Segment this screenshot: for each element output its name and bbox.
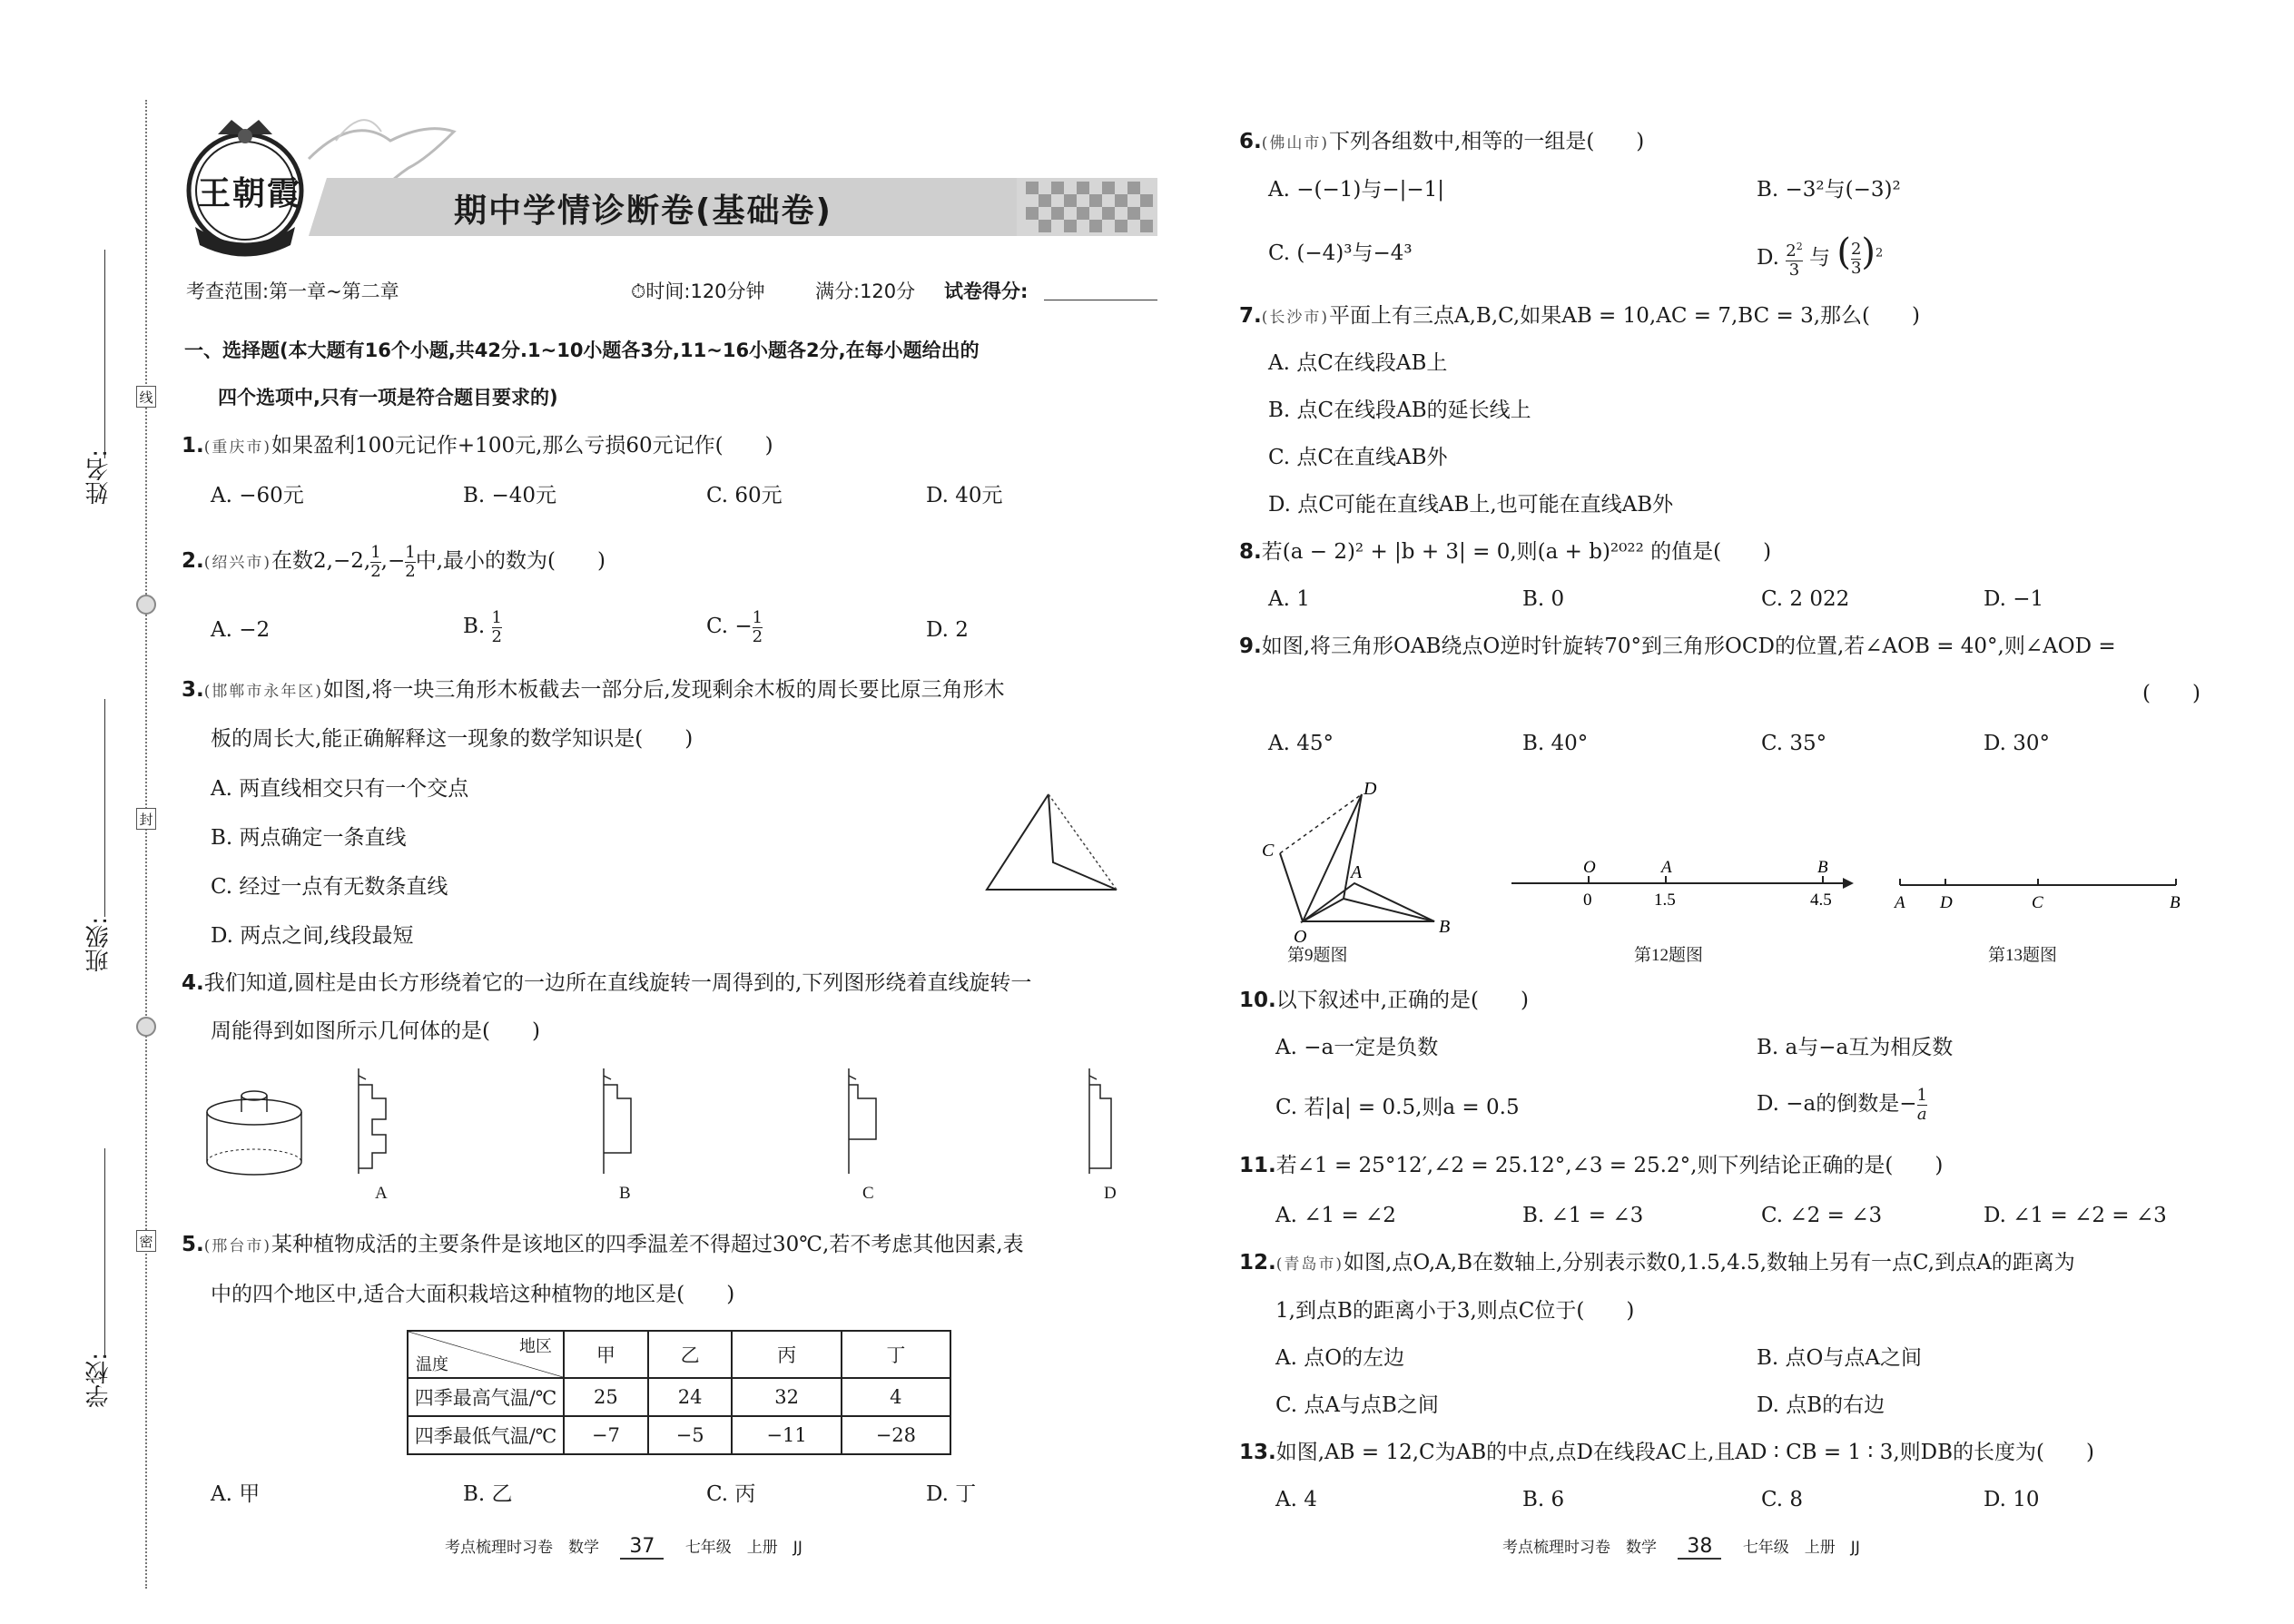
question-5 bbox=[182, 1232, 1024, 1259]
binding-ring-icon bbox=[136, 595, 156, 615]
q11-option-a[interactable]: A. ∠1 = ∠2 bbox=[1275, 1204, 1396, 1227]
class-line bbox=[104, 699, 105, 917]
fraction bbox=[370, 544, 380, 581]
q6-option-a[interactable]: A. −(−1)与−|−1| bbox=[1268, 178, 1445, 202]
section-heading bbox=[184, 338, 980, 363]
table-cell: 25 bbox=[564, 1378, 648, 1416]
question-number: 2. bbox=[182, 549, 204, 573]
name-label: 姓名: bbox=[85, 449, 113, 505]
question-number: 6. bbox=[1239, 130, 1262, 153]
fig12-tick-2: 4.5 bbox=[1810, 891, 1832, 910]
question-4 bbox=[182, 970, 1031, 996]
fig9-caption: 第9题图 bbox=[1287, 946, 1348, 965]
numerator: $2^2$ bbox=[1786, 238, 1802, 261]
school-line bbox=[104, 1148, 105, 1357]
question-number: 9. bbox=[1239, 635, 1262, 658]
q5-option-c[interactable]: C. 丙 bbox=[706, 1482, 756, 1506]
denominator: 3 bbox=[1850, 258, 1862, 278]
fraction bbox=[492, 609, 502, 646]
fraction bbox=[1786, 238, 1802, 280]
school-label: 学校: bbox=[85, 1353, 113, 1408]
table-cell: −5 bbox=[648, 1416, 733, 1454]
q3-option-a[interactable]: A. 两直线相交只有一个交点 bbox=[211, 777, 469, 801]
numerator: 2 bbox=[1850, 239, 1862, 259]
question-7 bbox=[1239, 303, 1920, 330]
q6-option-c[interactable]: C. (−4)³与−4³ bbox=[1268, 241, 1413, 265]
q3-option-c[interactable]: C. 经过一点有无数条直线 bbox=[211, 875, 448, 899]
q4-shape-b[interactable] bbox=[595, 1067, 649, 1176]
table-cell: −28 bbox=[842, 1416, 950, 1454]
question-1 bbox=[182, 433, 773, 460]
q12-option-d[interactable]: D. 点B的右边 bbox=[1757, 1393, 1885, 1417]
page-title: 期中学情诊断卷(基础卷) bbox=[454, 192, 832, 230]
score-label: 试卷得分: bbox=[944, 281, 1029, 302]
question-number: 5. bbox=[182, 1233, 204, 1256]
q7-option-b[interactable]: B. 点C在线段AB的延长线上 bbox=[1268, 399, 1531, 422]
denominator: a bbox=[1916, 1104, 1927, 1124]
denominator: 2 bbox=[370, 561, 381, 581]
table-header-row bbox=[408, 1331, 950, 1378]
question-11 bbox=[1239, 1153, 1943, 1178]
page-number: 38 bbox=[1678, 1535, 1721, 1560]
q8-option-a[interactable]: A. 1 bbox=[1268, 587, 1310, 611]
seal-char-line: 线 bbox=[136, 386, 156, 408]
q13-option-d[interactable]: D. 10 bbox=[1984, 1488, 2040, 1511]
q11-option-c[interactable]: C. ∠2 = ∠3 bbox=[1761, 1204, 1883, 1227]
question-text: 如图,AB = 12,C为AB的中点,点D在线段AC上,且AD ∶ CB = 1 ∶ 3,则DB的长度为( ) bbox=[1275, 1441, 2094, 1464]
exponent: 2 bbox=[1876, 246, 1884, 261]
fig9-label-c: C bbox=[1262, 841, 1275, 861]
fraction bbox=[1851, 241, 1861, 278]
column-header: 丙 bbox=[732, 1331, 841, 1378]
q8-option-d[interactable]: D. −1 bbox=[1984, 587, 2044, 611]
fig12-label-a: A bbox=[1661, 858, 1672, 877]
column-header: 甲 bbox=[564, 1331, 648, 1378]
fraction bbox=[1917, 1087, 1927, 1124]
question-13 bbox=[1239, 1440, 2094, 1465]
q3-triangle-figure bbox=[985, 790, 1121, 894]
question-9-paren: ( ) bbox=[2142, 682, 2200, 705]
question-text: 若∠1 = 25°12′,∠2 = 25.12°,∠3 = 25.2°,则下列结论正确的是( ) bbox=[1275, 1154, 1944, 1177]
fraction bbox=[753, 609, 763, 646]
fig9-rotation-diagram bbox=[1253, 776, 1471, 949]
q9-option-b[interactable]: B. 40° bbox=[1522, 732, 1589, 755]
q13-option-c[interactable]: C. 8 bbox=[1761, 1488, 1804, 1511]
question-text: 若(a − 2)² + |b + 3| = 0,则(a + b)²⁰²² 的值是( ) bbox=[1261, 540, 1772, 564]
question-12 bbox=[1239, 1250, 2075, 1277]
paren: ( bbox=[1836, 231, 1851, 273]
section-heading-line1: 一、选择题(本大题有16个小题,共42分.1~10小题各3分,11~16小题各2分,在每小题给出的 bbox=[184, 340, 980, 361]
numerator: 1 bbox=[405, 542, 416, 562]
denominator: 3 bbox=[1788, 261, 1800, 280]
q2-option-c[interactable] bbox=[706, 606, 763, 646]
q7-option-a[interactable]: A. 点C在线段AB上 bbox=[1268, 351, 1448, 375]
table-cell: 32 bbox=[732, 1378, 841, 1416]
q9-option-a[interactable]: A. 45° bbox=[1268, 732, 1334, 755]
q10-option-c[interactable]: C. 若|a| = 0.5,则a = 0.5 bbox=[1275, 1096, 1520, 1119]
q13-option-a[interactable]: A. 4 bbox=[1275, 1488, 1317, 1511]
option-label: B. bbox=[463, 615, 486, 638]
table-row bbox=[408, 1416, 950, 1454]
corner-cell bbox=[408, 1331, 564, 1378]
q7-option-d[interactable]: D. 点C可能在直线AB上,也可能在直线AB外 bbox=[1268, 493, 1674, 517]
question-number: 12. bbox=[1239, 1251, 1276, 1275]
fig13-segment bbox=[1893, 867, 2183, 917]
q4-label-b: B bbox=[619, 1184, 631, 1203]
question-12-line2: 1,到点B的距离小于3,则点C位于( ) bbox=[1275, 1299, 1635, 1323]
table-cell: 4 bbox=[842, 1378, 950, 1416]
q10-option-d[interactable] bbox=[1757, 1082, 1927, 1126]
question-text: 如果盈利100元记作+100元,那么亏损60元记作( ) bbox=[271, 434, 773, 458]
exam-scope: 考查范围:第一章~第二章 bbox=[186, 281, 399, 302]
page-number: 37 bbox=[620, 1535, 664, 1560]
denominator: 2 bbox=[752, 626, 763, 646]
q5-option-b[interactable]: B. 乙 bbox=[463, 1482, 513, 1506]
q9-option-d[interactable]: D. 30° bbox=[1984, 732, 2051, 755]
question-10 bbox=[1239, 988, 1529, 1013]
fig13-label-c: C bbox=[2032, 893, 2043, 912]
table-cell: −11 bbox=[732, 1416, 841, 1454]
logo-text: 王朝霞 bbox=[198, 174, 302, 212]
fig12-label-o: O bbox=[1583, 858, 1596, 877]
q12-option-b[interactable]: B. 点O与点A之间 bbox=[1757, 1346, 1922, 1370]
q12-option-a[interactable]: A. 点O的左边 bbox=[1275, 1346, 1405, 1370]
fig9-label-b: B bbox=[1439, 917, 1451, 937]
question-source: (邢台市) bbox=[203, 1237, 272, 1255]
footer-left bbox=[445, 1534, 802, 1560]
question-number: 13. bbox=[1239, 1441, 1276, 1464]
corner-bottom-label: 温度 bbox=[416, 1355, 448, 1374]
question-number: 11. bbox=[1239, 1154, 1276, 1177]
seal-char-seal: 封 bbox=[136, 808, 156, 830]
question-source: (邯郸市永年区) bbox=[203, 683, 324, 701]
question-text-a: 在数2,−2, bbox=[271, 549, 371, 573]
question-text-b: ,− bbox=[380, 549, 406, 573]
table-cell: 24 bbox=[648, 1378, 733, 1416]
question-4-line2: 周能得到如图所示几何体的是( ) bbox=[211, 1019, 540, 1043]
q9-option-c[interactable]: C. 35° bbox=[1761, 732, 1827, 755]
question-source: (青岛市) bbox=[1275, 1255, 1344, 1274]
q7-option-c[interactable]: C. 点C在直线AB外 bbox=[1268, 446, 1448, 469]
class-label: 班级: bbox=[85, 917, 113, 972]
q1-option-d[interactable]: D. 40元 bbox=[926, 484, 1003, 507]
table-row bbox=[408, 1378, 950, 1416]
q10-option-b[interactable]: B. a与−a互为相反数 bbox=[1757, 1036, 1954, 1059]
q1-option-c[interactable]: C. 60元 bbox=[706, 484, 783, 507]
footer-grade: 七年级 上册 JJ bbox=[1742, 1539, 1860, 1557]
question-number: 4. bbox=[182, 971, 204, 995]
q5-option-d[interactable]: D. 丁 bbox=[926, 1482, 977, 1506]
question-text: 如图,将一块三角形木板截去一部分后,发现剩余木板的周长要比原三角形木 bbox=[323, 678, 1005, 702]
question-text-c: 中,最小的数为( ) bbox=[415, 549, 605, 573]
question-source: (绍兴市) bbox=[203, 554, 272, 572]
q3-option-d[interactable]: D. 两点之间,线段最短 bbox=[211, 924, 414, 948]
question-number: 7. bbox=[1239, 304, 1262, 328]
q1-option-b[interactable]: B. −40元 bbox=[463, 484, 557, 507]
binding-ring-icon bbox=[136, 1017, 156, 1037]
question-2 bbox=[182, 543, 605, 581]
denominator: 2 bbox=[405, 561, 416, 581]
question-number: 8. bbox=[1239, 540, 1262, 564]
question-text: 如图,将三角形OAB绕点O逆时针旋转70°到三角形OCD的位置,若∠AOB = 40°,则∠AOD = bbox=[1261, 635, 2116, 658]
q2-option-b[interactable] bbox=[463, 606, 502, 646]
question-source: (佛山市) bbox=[1261, 134, 1330, 153]
fig9-label-d: D bbox=[1364, 779, 1377, 799]
option-label: D. bbox=[1757, 246, 1779, 270]
exam-time: ⏱时间:120分钟 bbox=[631, 281, 765, 302]
question-text: 如图,点O,A,B在数轴上,分别表示数0,1.5,4.5,数轴上另有一点C,到点A的距离为 bbox=[1344, 1251, 2075, 1275]
q8-option-b[interactable]: B. 0 bbox=[1522, 587, 1565, 611]
binding-line bbox=[145, 100, 147, 1589]
numerator: 1 bbox=[370, 542, 381, 562]
question-source: (重庆市) bbox=[203, 438, 272, 457]
q4-label-c: C bbox=[862, 1184, 874, 1203]
fig13-label-b: B bbox=[2170, 893, 2181, 912]
fig12-tick-0: 0 bbox=[1583, 891, 1592, 910]
section-heading-line2: 四个选项中,只有一项是符合题目要求的) bbox=[218, 387, 558, 408]
question-9 bbox=[1239, 634, 2116, 659]
question-text: 以下叙述中,正确的是( ) bbox=[1275, 989, 1530, 1012]
q4-shape-d[interactable] bbox=[1080, 1067, 1135, 1176]
numerator: 1 bbox=[491, 607, 502, 627]
q4-label-a: A bbox=[375, 1184, 388, 1203]
denominator: 2 bbox=[491, 626, 502, 646]
question-number: 1. bbox=[182, 434, 204, 458]
fig12-label-b: B bbox=[1817, 858, 1828, 877]
fraction bbox=[405, 544, 415, 581]
question-5-line2: 中的四个地区中,适合大面积栽培这种植物的地区是( ) bbox=[211, 1283, 735, 1306]
question-number: 10. bbox=[1239, 989, 1276, 1012]
option-label: C. − bbox=[706, 615, 753, 638]
q2-option-a[interactable]: A. −2 bbox=[211, 618, 271, 642]
full-score: 满分:120分 bbox=[815, 281, 916, 302]
q13-option-b[interactable]: B. 6 bbox=[1522, 1488, 1565, 1511]
name-line bbox=[104, 250, 105, 458]
section-heading-2 bbox=[218, 385, 558, 410]
question-text: 某种植物成活的主要条件是该地区的四季温差不得超过30℃,若不考虑其他因素,表 bbox=[271, 1233, 1024, 1256]
q3-option-b[interactable]: B. 两点确定一条直线 bbox=[211, 826, 407, 850]
column-header: 乙 bbox=[648, 1331, 733, 1378]
corner-top-label: 地区 bbox=[519, 1337, 552, 1356]
paren: ) bbox=[1861, 231, 1876, 273]
question-source: (长沙市) bbox=[1261, 309, 1330, 327]
question-3 bbox=[182, 677, 1005, 704]
q4-cylinder-figure bbox=[200, 1085, 309, 1180]
q12-option-c[interactable]: C. 点A与点B之间 bbox=[1275, 1393, 1439, 1417]
footer-series: 考点梳理时习卷 数学 bbox=[1502, 1539, 1657, 1557]
fig9-label-o: O bbox=[1294, 927, 1307, 947]
row-label: 四季最高气温/℃ bbox=[408, 1378, 564, 1416]
q6-option-d[interactable] bbox=[1757, 225, 1883, 285]
q4-shape-c[interactable] bbox=[840, 1067, 894, 1176]
question-3-line2: 板的周长大,能正确解释这一现象的数学知识是( ) bbox=[211, 727, 694, 751]
numerator: 1 bbox=[1916, 1085, 1927, 1105]
fig12-tick-1: 1.5 bbox=[1654, 891, 1676, 910]
fig13-caption: 第13题图 bbox=[1988, 946, 2058, 965]
question-number: 3. bbox=[182, 678, 204, 702]
option-text: 与 bbox=[1809, 246, 1831, 270]
question-text: 我们知道,圆柱是由长方形绕着它的一边所在直线旋转一周得到的,下列图形绕着直线旋转一 bbox=[203, 971, 1032, 995]
table-cell: −7 bbox=[564, 1416, 648, 1454]
numerator: 1 bbox=[752, 607, 763, 627]
footer-series: 考点梳理时习卷 数学 bbox=[445, 1539, 599, 1557]
question-6 bbox=[1239, 129, 1644, 156]
temperature-table bbox=[407, 1330, 951, 1455]
q1-option-a[interactable]: A. −60元 bbox=[211, 484, 304, 507]
q6-option-b[interactable]: B. −3²与(−3)² bbox=[1757, 178, 1901, 202]
footer-grade: 七年级 上册 JJ bbox=[684, 1539, 802, 1557]
footer-right bbox=[1502, 1534, 1860, 1560]
row-label: 四季最低气温/℃ bbox=[408, 1416, 564, 1454]
question-8 bbox=[1239, 539, 1771, 565]
fig13-label-d: D bbox=[1940, 893, 1953, 912]
q11-option-d[interactable]: D. ∠1 = ∠2 = ∠3 bbox=[1984, 1204, 2167, 1227]
q5-option-a[interactable]: A. 甲 bbox=[211, 1482, 261, 1506]
q10-option-a[interactable]: A. −a一定是负数 bbox=[1275, 1036, 1439, 1059]
fig12-number-line bbox=[1507, 858, 1856, 912]
fig13-label-a: A bbox=[1895, 893, 1905, 912]
seal-char-secret: 密 bbox=[136, 1230, 156, 1252]
q11-option-b[interactable]: B. ∠1 = ∠3 bbox=[1522, 1204, 1644, 1227]
question-text: 平面上有三点A,B,C,如果AB = 10,AC = 7,BC = 3,那么( ) bbox=[1329, 304, 1920, 328]
fig9-label-a: A bbox=[1351, 862, 1363, 882]
column-header: 丁 bbox=[842, 1331, 950, 1378]
option-label: D. −a的倒数是− bbox=[1757, 1092, 1917, 1116]
q2-option-d[interactable]: D. 2 bbox=[926, 618, 969, 642]
q8-option-c[interactable]: C. 2 022 bbox=[1761, 587, 1850, 611]
q4-shape-a[interactable] bbox=[350, 1067, 404, 1176]
q4-label-d: D bbox=[1104, 1184, 1117, 1203]
question-text: 下列各组数中,相等的一组是( ) bbox=[1329, 130, 1645, 153]
fig12-caption: 第12题图 bbox=[1634, 946, 1704, 965]
